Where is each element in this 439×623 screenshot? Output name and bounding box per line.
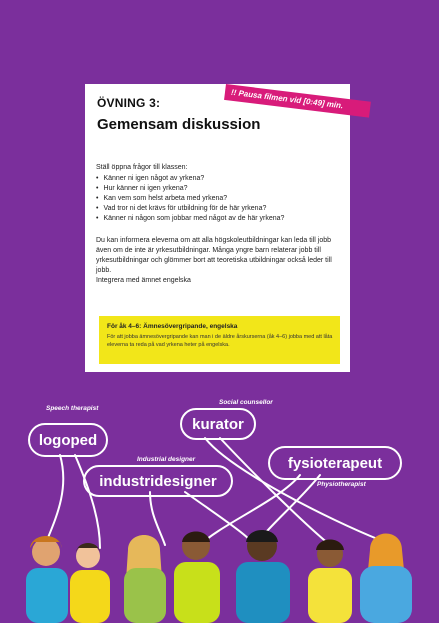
person-illustration (174, 532, 220, 623)
question-item: • Känner ni igen något av yrkena? (96, 174, 284, 184)
person-illustration (360, 534, 412, 623)
pause-note: !! Pausa filmen vid [0:49] min. (224, 84, 371, 118)
profession-sv: industridesigner (99, 472, 217, 490)
bubble-industridesigner (83, 465, 233, 497)
question-item: • Känner ni någon som jobbar med något av de här yrkena? (96, 214, 284, 224)
exercise-label: ÖVNING 3: (97, 96, 161, 110)
profession-sv: logoped (38, 431, 98, 449)
question-item: • Kan vem som helst arbeta med yrkena? (96, 194, 284, 204)
person-illustration (26, 536, 68, 623)
bubble-fysioterapeut (268, 446, 402, 480)
profession-sv: kurator (192, 415, 244, 433)
label-physiotherapist: Physiotherapist (317, 481, 366, 488)
english-box-title: För åk 4–6: Ämnesövergripande, engelska (107, 323, 238, 330)
person-illustration (236, 530, 290, 623)
exercise-intro: Ställ öppna frågor till klassen: (96, 164, 188, 171)
english-box-text: För att jobba ämnesövergripande kan man i de äldre årskurserna (åk 4–6) jobba med att låta eleverna ta reda på vad yrkena heter på engelska. (107, 334, 333, 348)
people-illustration (0, 500, 439, 623)
label-social-counsellor: Social counsellor (219, 399, 273, 406)
person-illustration (70, 543, 110, 623)
label-industrial-designer: Industrial designer (137, 456, 196, 463)
profession-sv: fysioterapeut (287, 454, 383, 472)
paragraph-text: Du kan informera eleverna om att alla högskoleutbildningar kan leda till jobb även om de inte är yrkesutbildningar. Många yngre barn relaterar jobb till yrkesutbildningar och glömmer bort att teoretiska utbildningar också leder till jobb. (96, 237, 332, 274)
person-illustration (308, 540, 352, 623)
exercise-title: Gemensam diskussion (97, 116, 261, 133)
bubble-kurator (180, 408, 256, 440)
bubble-logoped (28, 423, 108, 457)
person-illustration (124, 535, 166, 623)
label-speech-therapist: Speech therapist (46, 405, 99, 412)
question-item: • Vad tror ni det krävs för utbildning för de här yrkena? (96, 204, 284, 214)
paragraph-integrate: Integrera med ämnet engelska (96, 277, 191, 284)
question-item: • Hur känner ni igen yrkena? (96, 184, 284, 194)
